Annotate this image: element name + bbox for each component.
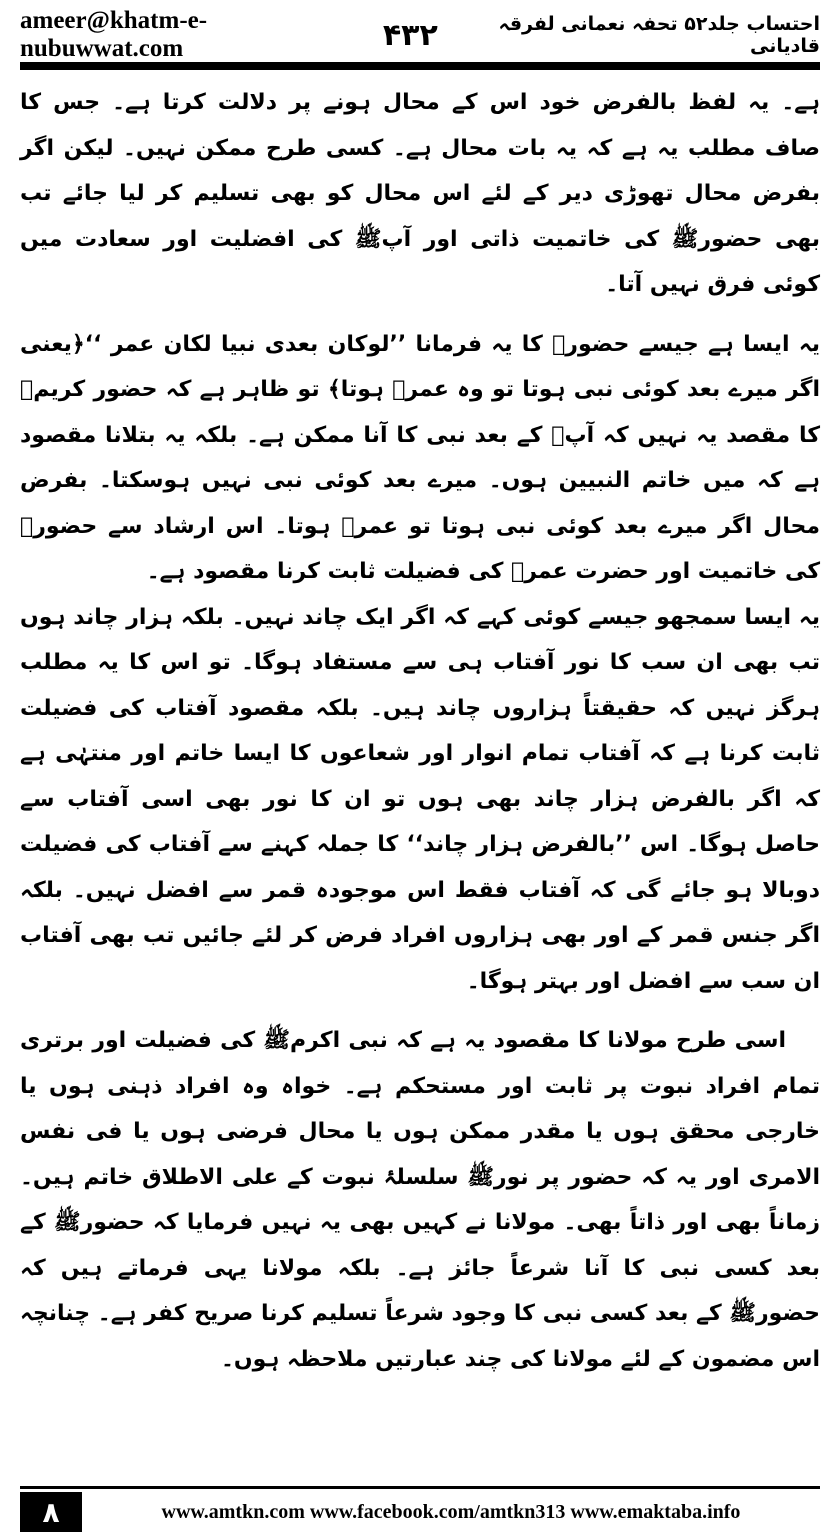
footer-rule [20,1486,820,1489]
header-rule [20,62,820,70]
header-page-number: ۴۳۲ [382,17,438,53]
paragraph-2: یہ ایسا ہے جیسے حضورﷺ کا یہ فرمانا ’’لوکان بعدی نبیا لکان عمر ‘‘﴿یعنی اگر میرے بعد کوئی نبی ہوتا تو وہ عمرؓ ہوتا﴾ تو ظاہر ہے کہ حضور کریمﷺ کا مقصد یہ نہیں کہ آپﷺ کے بعد نبی کا آنا ممکن ہے۔ بلکہ یہ بتلانا مقصود ہے کہ میں خاتم النبیین ہوں۔ میرے بعد کوئی نبی نہیں ہوسکتا۔ بفرض محال اگر میرے بعد کوئی نبی ہوتا تو عمرؓ ہوتا۔ اس ارشاد سے حضورﷺ کی خاتمیت اور حضرت عمرؓ کی فضیلت ثابت کرنا مقصود ہے۔ [20,331,820,584]
page-footer [20,1492,820,1532]
paragraph-3: یہ ایسا سمجھو جیسے کوئی کہے کہ اگر ایک چاند نہیں۔ بلکہ ہزار چاند ہوں تب بھی ان سب کا نور آفتاب ہی سے مستفاد ہوگا۔ تو اس کا یہ مطلب ہرگز نہیں کہ حقیقتاً ہزاروں چاند ہیں۔ بلکہ مقصود آفتاب کی فضیلت ثابت کرنا ہے کہ آفتاب تمام انوار اور شعاعوں کا ایسا خاتم اور منتہٰی ہے کہ اگر بالفرض ہزار چاند بھی ہوں تو ان کا نور بھی اسی آفتاب سے حاصل ہوگا۔ اس ’’بالفرض ہزار چاند‘‘ کا جملہ کہنے سے آفتاب کی فضیلت دوبالا ہو جائے گی کہ آفتاب فقط اس موجودہ قمر سے افضل نہیں۔ بلکہ اگر جنس قمر کے اور بھی ہزاروں افراد فرض کر لئے جائیں تب بھی آفتاب ان سب سے افضل اور بہتر ہوگا۔ [20,604,820,994]
footer-links: www.amtkn.com www.facebook.com/amtkn313 www.emaktaba.info [161,1500,741,1523]
paragraph-4: اسی طرح مولانا کا مقصود یہ ہے کہ نبی اکرمﷺ کی فضیلت اور برتری تمام افراد نبوت پر ثابت اور مستحکم ہے۔ خواہ وہ افراد ذہنی ہوں یا خارجی محقق ہوں یا مقدر ممکن ہوں یا محال فرضی ہوں یا فی نفس الامری اور یہ کہ حضور پر نورﷺ سلسلۂ نبوت کے علی الاطلاق خاتم ہیں۔ زماناً بھی اور ذاتاً بھی۔ مولانا نے کہیں بھی یہ نہیں فرمایا کہ حضورﷺ کے بعد کسی نبی کا آنا شرعاً جائز ہے۔ بلکہ مولانا یہی فرماتے ہیں کہ حضورﷺ کے بعد کسی نبی کا وجود شرعاً تسلیم کرنا صریح کفر ہے۔ چنانچہ اس مضمون کے لئے مولانا کی چند عبارتیں ملاحظہ ہوں۔ [20,1028,820,1372]
body-text [20,80,820,1382]
header-email: ameer@khatm-e-nubuwwat.com [20,7,208,62]
paragraph-1: ہے۔ یہ لفظ بالفرض خود اس کے محال ہونے پر دلالت کرتا ہے۔ جس کا صاف مطلب یہ ہے کہ یہ بات محال ہے۔ کسی طرح ممکن نہیں۔ لیکن اگر بفرض محال تھوڑی دیر کے لئے اس محال کو بھی تسلیم کر لیا جائے تب بھی حضورﷺ کی خاتمیت ذاتی اور آپﷺ کی افضلیت اور سعادت میں کوئی فرق نہیں آتا۔ [20,90,820,297]
page-header [20,7,820,62]
footer-page-number: ۸ [20,1492,82,1532]
header-left-group [20,7,438,63]
header-running-title: احتساب جلد۵۲ تحفہ نعمانی لفرقہ قادیانی [498,13,820,57]
